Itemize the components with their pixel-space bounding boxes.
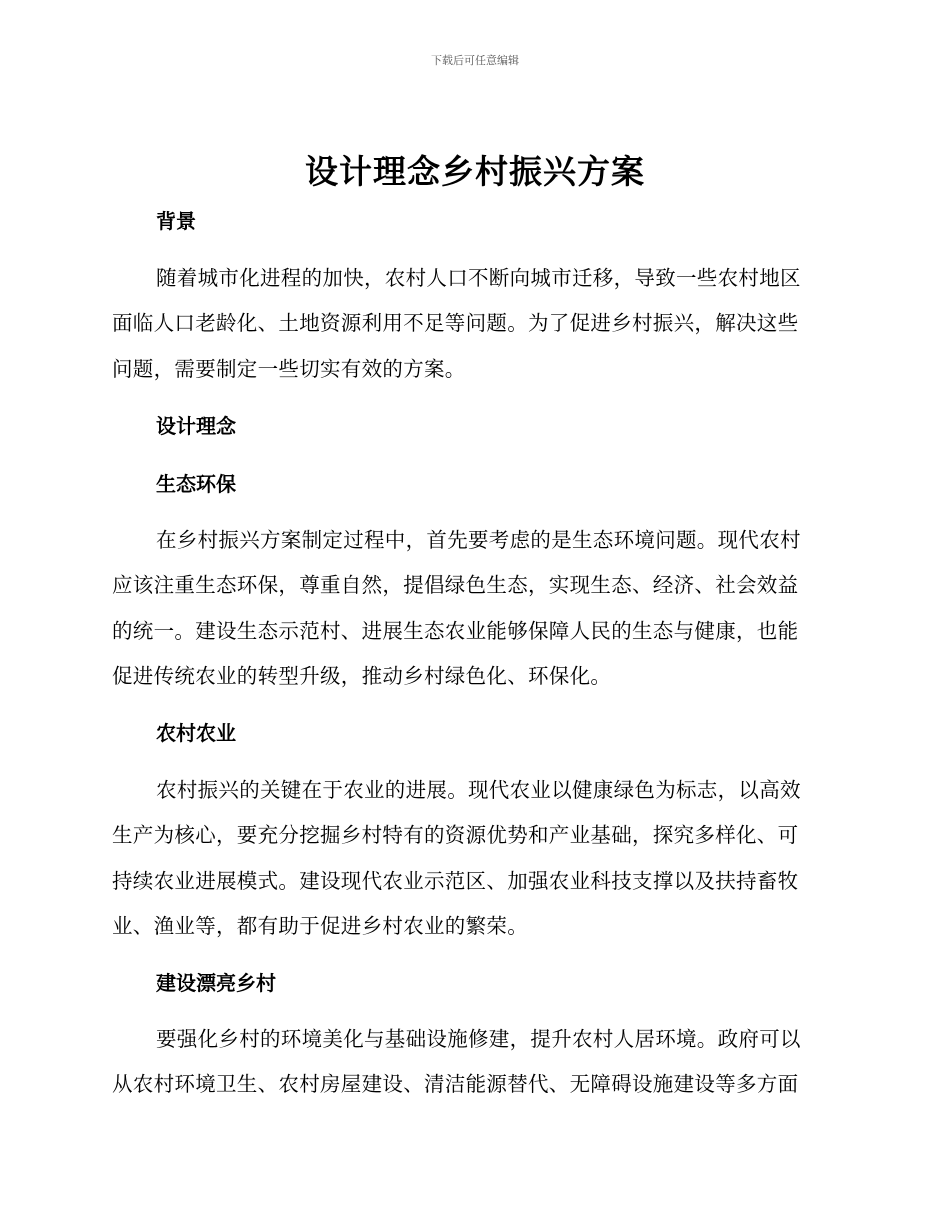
paragraph-line: 农村振兴的关键在于农业的进展。现代农业以健康绿色为标志，以高效 <box>156 778 801 802</box>
paragraph-line: 生产为核心，要充分挖掘乡村特有的资源优势和产业基础，探究多样化、可 <box>112 823 799 848</box>
section-heading-design-concept: 设计理念 <box>156 414 236 438</box>
paragraph-beautiful-village <box>112 1017 842 1108</box>
paragraph-line: 从农村环境卫生、农村房屋建设、清洁能源替代、无障碍设施建设等多方面 <box>112 1072 799 1097</box>
paragraph-line: 随着城市化进程的加快，农村人口不断向城市迁移，导致一些农村地区 <box>156 266 801 290</box>
section-heading-background: 背景 <box>156 209 196 233</box>
paragraph-agriculture <box>112 768 842 949</box>
paragraph-line: 面临人口老龄化、土地资源利用不足等问题。为了促进乡村振兴，解决这些 <box>112 311 799 336</box>
paragraph-line: 的统一。建设生态示范村、进展生态农业能够保障人民的生态与健康，也能 <box>112 618 799 643</box>
paragraph-line: 在乡村振兴方案制定过程中，首先要考虑的是生态环境问题。现代农村 <box>156 528 801 552</box>
paragraph-line: 促进传统农业的转型升级，推动乡村绿色化、环保化。 <box>112 663 612 688</box>
paragraph-line: 应该注重生态环保，尊重自然，提倡绿色生态，实现生态、经济、社会效益 <box>112 573 799 598</box>
paragraph-line: 要强化乡村的环境美化与基础设施修建，提升农村人居环境。政府可以 <box>156 1027 801 1051</box>
paragraph-line: 业、渔业等，都有助于促进乡村农业的繁荣。 <box>112 913 528 938</box>
section-heading-ecology: 生态环保 <box>156 472 236 496</box>
paragraph-line: 问题，需要制定一些切实有效的方案。 <box>112 356 466 381</box>
paragraph-ecology <box>112 518 842 699</box>
paragraph-background <box>112 256 842 392</box>
section-heading-agriculture: 农村农业 <box>156 721 236 745</box>
paragraph-line: 持续农业进展模式。建设现代农业示范区、加强农业科技支撑以及扶持畜牧 <box>112 868 799 893</box>
document-title: 设计理念乡村振兴方案 <box>305 152 645 191</box>
header-watermark: 下载后可任意编辑 <box>431 54 519 67</box>
section-heading-beautiful-village: 建设漂亮乡村 <box>156 971 276 995</box>
